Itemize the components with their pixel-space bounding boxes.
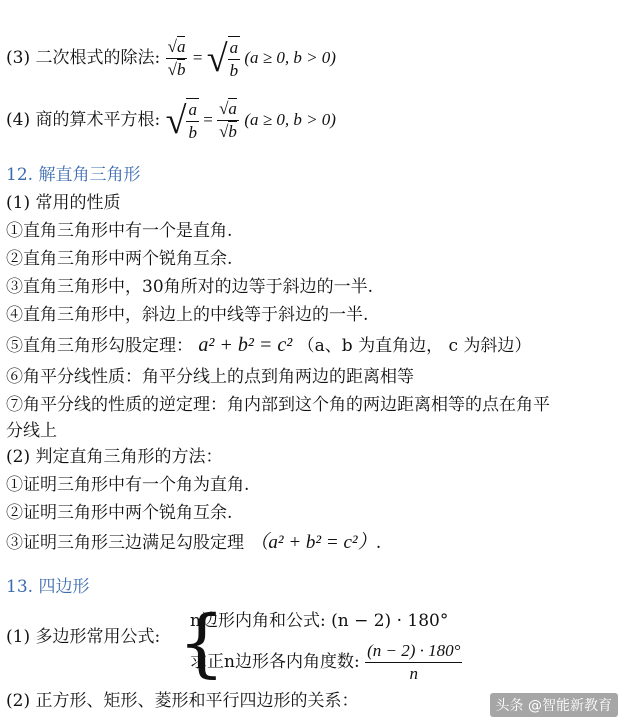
section-13-title: 13. 四边形 [6,577,90,597]
property-3: ③直角三角形中，30角所对的边等于斜边的一半. [6,277,374,297]
watermark: 头条 @智能新教育 [490,693,618,717]
method-3 [6,532,381,554]
property-7a: ⑦角平分线的性质的逆定理：角内部到这个角的两边距离相等的点在角平 [6,395,550,415]
left-brace-icon: { [178,600,226,686]
method-3-label: ③证明三角形三边满足勾股定理 [6,533,244,553]
section-13-sub1: (1) 多边形常用公式: [6,627,161,647]
item-4-condition: (a ≥ 0, b > 0) [244,110,336,129]
formula-regular-angle-label: 求正n边形各内角度数: [190,652,360,672]
sqrt-fraction-2: $\frac{√a}{√b}$ [219,99,237,141]
section-12-sub2: (2) 判定直角三角形的方法： [6,447,223,467]
fraction-numerator: (n − 2) · 180° [365,640,462,663]
property-1: ①直角三角形中有一个是直角. [6,221,233,241]
item-3: (3) 二次根式的除法: $\frac{√a}{√b}$ = √ $\frac{a}{b}$ (a ≥ 0, b > 0) [6,37,336,81]
sqrt-of-fraction: √ $\frac{a}{b}$ [206,38,239,81]
sqrt-fraction: $\frac{√a}{√b}$ [167,37,186,79]
item-4: (4) 商的算术平方根: √ $\frac{a}{b}$ = $\frac{√a}{√b}$ (a ≥ 0, b > 0) [6,99,336,143]
formula-regular-angle [190,640,462,685]
property-5-note: （a、b 为直角边， c 为斜边） [297,336,532,356]
method-3-formula: （a² + b² = c²）. [249,532,382,553]
property-6: ⑥角平分线性质：角平分线上的点到角两边的距离相等 [6,367,414,387]
section-12-sub1: (1) 常用的性质 [6,193,121,213]
method-1: ①证明三角形中有一个角为直角. [6,475,250,495]
formula-interior-sum: n边形内角和公式: (n − 2) · 180° [190,611,449,631]
item-3-condition: (a ≥ 0, b > 0) [244,48,336,67]
property-7b: 分线上 [6,421,57,441]
section-13-sub2: (2) 正方形、矩形、菱形和平行四边形的关系： [6,691,359,711]
section-12-title: 12. 解直角三角形 [6,165,141,185]
method-2: ②证明三角形中两个锐角互余. [6,503,233,523]
property-4: ④直角三角形中，斜边上的中线等于斜边的一半. [6,305,369,325]
property-5 [6,334,531,357]
item-4-label: (4) 商的算术平方根: [6,110,161,130]
sqrt-of-fraction-2: √ $\frac{a}{b}$ [165,100,197,143]
property-5-label: ⑤直角三角形勾股定理： [6,336,193,356]
item-3-label: (3) 二次根式的除法: [6,48,161,68]
fraction-denominator: n [409,664,419,683]
regular-angle-fraction [365,640,462,685]
pythagorean-formula: a² + b² = c² [198,334,293,356]
property-2: ②直角三角形中两个锐角互余. [6,249,233,269]
